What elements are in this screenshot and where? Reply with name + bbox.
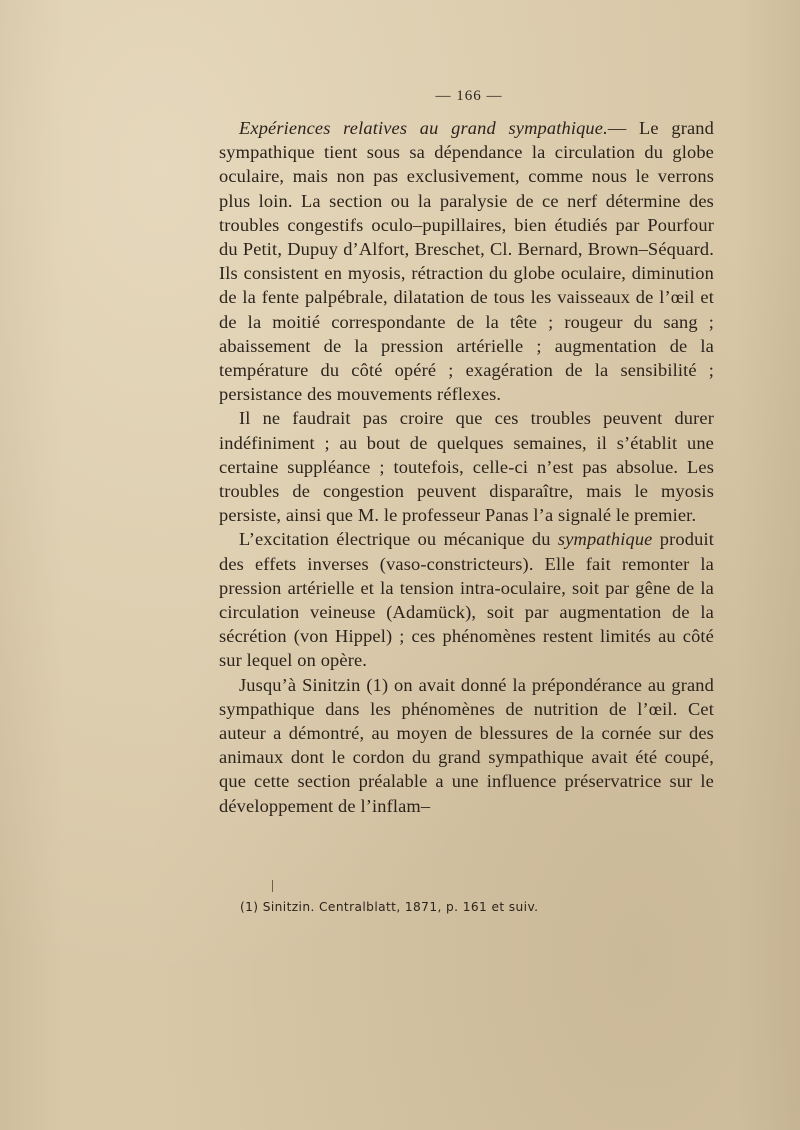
paragraph-3-italic-term: sympathique — [557, 529, 653, 550]
paragraph-2-text: Il ne faudrait pas croire que ces troubles peuvent durer indéfiniment ; au bout de quelques semaines, il s’établit une certaine suppléance ; toutefois, celle-ci n’est pas absolue. Les troubles de congestion peuvent disparaître, mais le myosis persiste, ainsi que M. le professeur Panas l’a signalé le premier. — [219, 408, 714, 526]
paragraph-1-text: — Le grand sympathique tient sous sa dépendance la circulation du globe oculaire, mais non pas exclusivement, comme nous le verrons plus loin. La section ou la paralysie de ce nerf détermine des troubles congestifs oculo–pupillaires, bien étudiés par Pourfour du Petit, Dupuy d’Alfort, Breschet, Cl. Bernard, Brown–Séquard. Ils consistent en myosis, rétraction du globe oculaire, diminution de la fente palpébrale, dilatation de tous les vaisseaux de l’œil et de la moitié correspondante de la tête ; rougeur du sang ; abaissement de la pression artérielle ; augmentation de la température du côté opéré ; exagération de la sensibilité ; persistance des mouvements réflexes. — [219, 118, 715, 405]
paragraph-3-text-after: produit des effets inverses (vaso-constricteurs). Elle fait remonter la pression artérielle et la tension intra-oculaire, soit par gêne de la circulation veineuse (Adamück), soit par augmentation de la sécrétion (von Hippel) ; ces phénomènes restent limités au côté sur lequel on opère. — [219, 529, 714, 671]
footnote-mark — [272, 880, 273, 892]
page-number: — 166 — — [435, 88, 503, 104]
paragraph-4-text: Jusqu’à Sinitzin (1) on avait donné la prépondérance au grand sympathique dans les phénomènes de nutrition de l’œil. Cet auteur a démontré, au moyen de blessures de la cornée sur des animaux dont le cordon du grand sympathique avait été coupé, que cette section préalable a une influence préservatrice sur le développement de l’inflam– — [219, 674, 714, 816]
paragraph-1 — [219, 116, 714, 406]
paragraph-3 — [219, 527, 714, 672]
paragraph-4 — [219, 673, 714, 818]
paragraph-2 — [219, 406, 714, 527]
paragraph-3-text-before: L’excitation électrique ou mécanique du — [239, 529, 558, 550]
body-text — [219, 116, 714, 818]
section-title: Expériences relatives au grand sympathique. — [239, 118, 608, 138]
footnote: (1) Sinitzin. Centralblatt, 1871, p. 161 et suiv. — [240, 900, 539, 914]
